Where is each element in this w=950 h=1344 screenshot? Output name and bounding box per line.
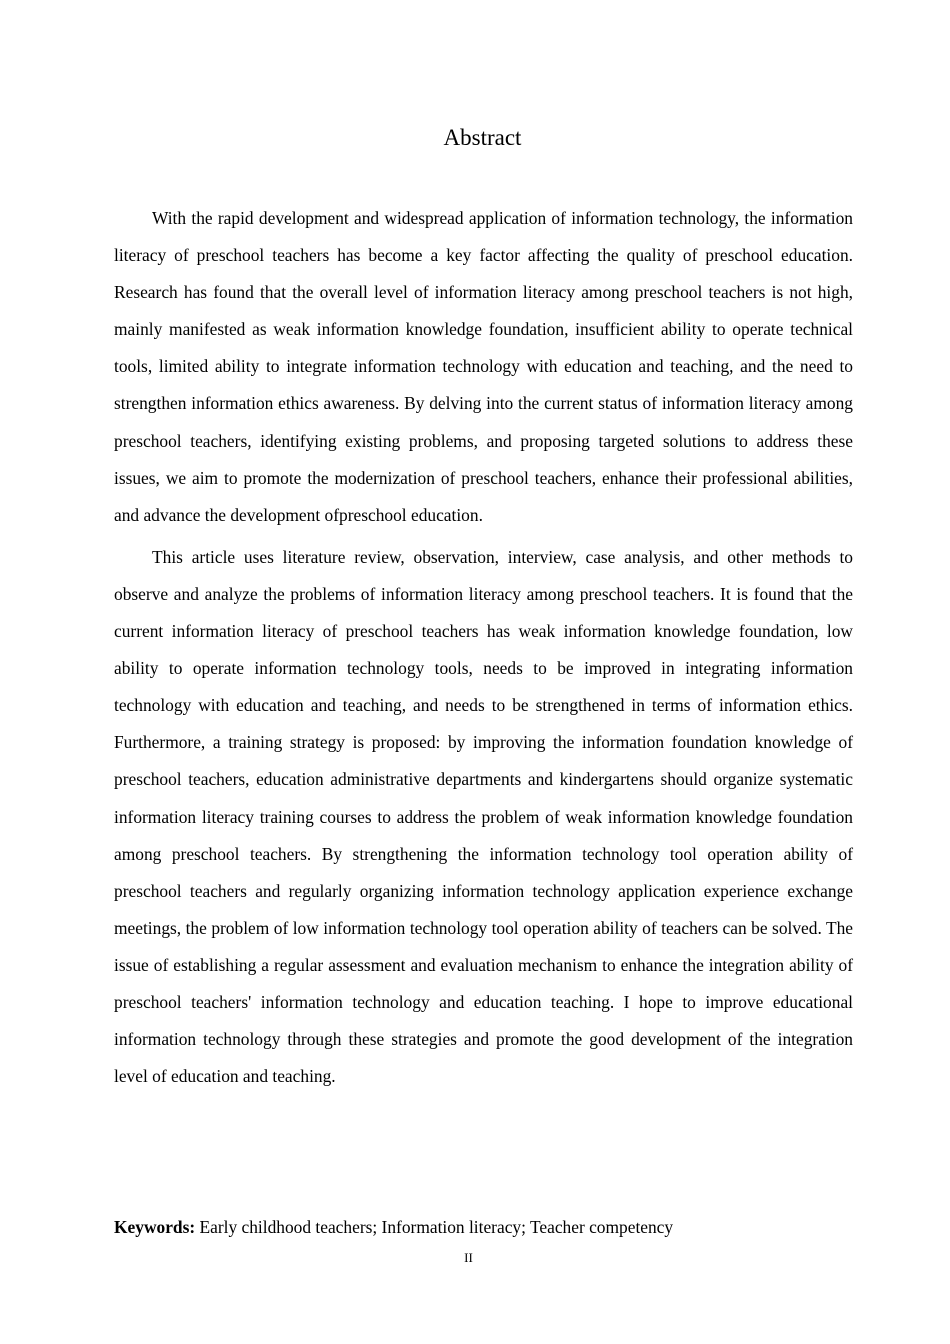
keywords-label: Keywords:	[114, 1217, 196, 1237]
keywords-text: Early childhood teachers; Information literacy; Teacher competency	[195, 1217, 674, 1237]
keywords-line	[114, 1214, 854, 1240]
abstract-title: Abstract	[443, 125, 522, 150]
page-number: II	[464, 1250, 473, 1265]
abstract-paragraph-1: With the rapid development and widespread application of information technology, the information literacy of preschool teachers has become a key factor affecting the quality of preschool education. Research has found that the overall level of information literacy among preschool teachers is not high, mainly manifested as weak information knowledge foundation, insufficient ability to operate technical tools, limited ability to integrate information technology with education and teaching, and the need to strengthen information ethics awareness. By delving into the current status of information literacy among preschool teachers, identifying existing problems, and proposing targeted solutions to address these issues, we aim to promote the modernization of preschool teachers, enhance their professional abilities, and advance the development ofpreschool education.	[114, 208, 853, 525]
abstract-paragraph-2: This article uses literature review, observation, interview, case analysis, and other methods to observe and analyze the problems of information literacy among preschool teachers. It is found that the current information literacy of preschool teachers has weak information knowledge foundation, low ability to operate information technology tools, needs to be improved in integrating information technology with education and teaching, and needs to be strengthened in terms of information ethics. Furthermore, a training strategy is proposed: by improving the information foundation knowledge of preschool teachers, education administrative departments and kindergartens should organize systematic information literacy training courses to address the problem of weak information knowledge foundation among preschool teachers. By strengthening the information technology tool operation ability of preschool teachers and regularly organizing information technology application experience exchange meetings, the problem of low information technology tool operation ability of teachers can be solved. The issue of establishing a regular assessment and evaluation mechanism to enhance the integration ability of preschool teachers' information technology and education teaching. I hope to improve educational information technology through these strategies and promote the good development of the integration level of education and teaching.	[114, 546, 853, 1087]
abstract-body	[114, 200, 853, 1095]
